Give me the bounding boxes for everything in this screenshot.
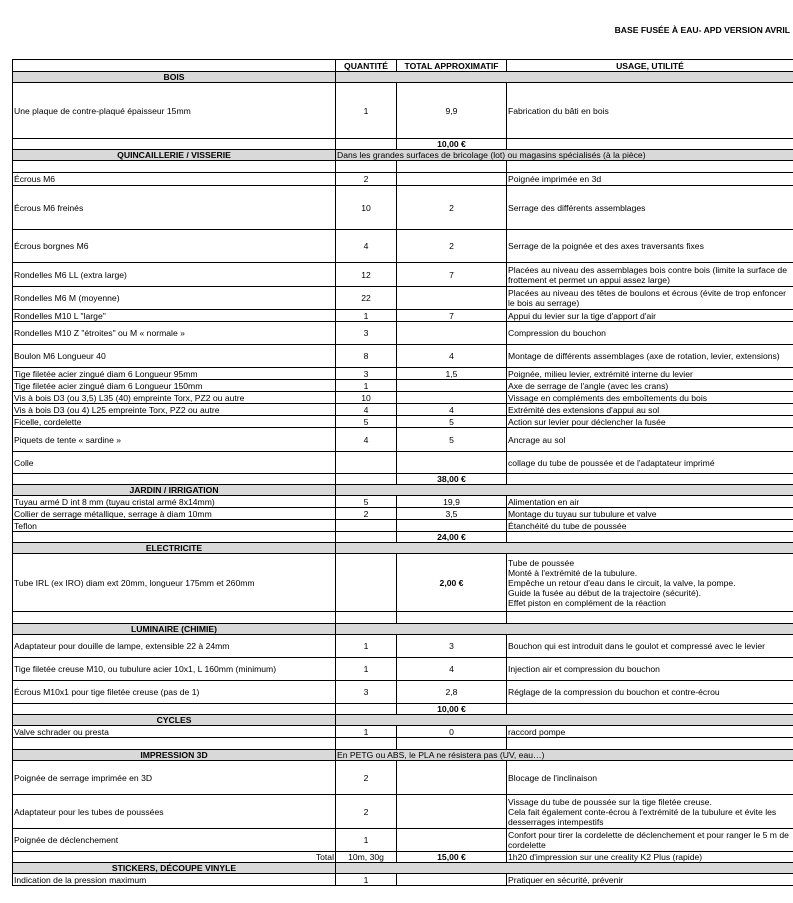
table-row (13, 380, 793, 392)
table-row (13, 404, 793, 416)
section-note: En PETG ou ABS, le PLA ne résistera pas (UV, eau…) (336, 750, 793, 761)
table-row (13, 658, 793, 681)
price-cell: 15,00 € (397, 852, 507, 863)
item-cell: Teflon (13, 520, 336, 532)
section-note (336, 485, 793, 496)
subtotal-row (13, 852, 793, 863)
usage-cell: Fabrication du bâti en bois (507, 83, 793, 139)
table-row (13, 287, 793, 310)
quantity-cell (336, 554, 397, 612)
table-row (13, 795, 793, 829)
section-note: Dans les grandes surfaces de bricolage (lot) ou magasins spécialisés (à la pièce) (336, 150, 793, 161)
item-cell: Ficelle, cordelette (13, 416, 336, 428)
table-row (13, 186, 793, 230)
table-row (13, 726, 793, 738)
quantity-cell (336, 452, 397, 474)
header-quantity: QUANTITÉ (336, 60, 397, 72)
quantity-cell: 2 (336, 795, 397, 829)
usage-cell: Serrage des différents assemblages (507, 186, 793, 230)
item-cell (13, 161, 336, 173)
price-cell: 9,9 (397, 83, 507, 139)
section-name: JARDIN / IRRIGATION (13, 485, 336, 496)
price-cell: 1,5 (397, 368, 507, 380)
price-cell (397, 874, 507, 886)
usage-cell: Montage du tuyau sur tubulure et valve (507, 508, 793, 520)
quantity-cell (336, 738, 397, 750)
section-header-row (13, 750, 793, 761)
item-cell: Rondelles M6 LL (extra large) (13, 263, 336, 287)
usage-cell: Étanchéité du tube de poussée (507, 520, 793, 532)
usage-cell: Confort pour tirer la cordelette de déclenchement et pour ranger le 5 m de cordelette (507, 829, 793, 852)
item-cell (13, 738, 336, 750)
item-cell: Adaptateur pour les tubes de poussées (13, 795, 336, 829)
price-cell (397, 392, 507, 404)
usage-cell: Montage de différents assemblages (axe de rotation, levier, extensions) (507, 345, 793, 368)
item-cell (13, 474, 336, 485)
table-row (13, 635, 793, 658)
section-header-row (13, 150, 793, 161)
section-note (336, 72, 793, 83)
quantity-cell: 2 (336, 508, 397, 520)
item-cell: Écrous M10x1 pour tige filetée creuse (pas de 1) (13, 681, 336, 704)
document-title: BASE FUSÉE À EAU- APD VERSION AVRIL (614, 25, 790, 35)
usage-cell: Extrémité des extensions d'appui au sol (507, 404, 793, 416)
table-row (13, 368, 793, 380)
usage-cell (507, 532, 793, 543)
quantity-cell: 10 (336, 186, 397, 230)
usage-cell: Serrage de la poignée et des axes traversants fixes (507, 230, 793, 263)
item-cell: Boulon M6 Longueur 40 (13, 345, 336, 368)
price-cell (397, 612, 507, 624)
usage-cell: 1h20 d'impression sur une creality K2 Plus (rapide) (507, 852, 793, 863)
section-name: LUMINAIRE (CHIMIE) (13, 624, 336, 635)
price-cell (397, 452, 507, 474)
table-row (13, 738, 793, 750)
item-cell: Rondelles M10 L "large" (13, 310, 336, 322)
price-cell: 4 (397, 404, 507, 416)
subtotal-row (13, 532, 793, 543)
table-row (13, 392, 793, 404)
table-row (13, 874, 793, 886)
usage-cell: Alimentation en air (507, 496, 793, 508)
table-row (13, 428, 793, 452)
usage-cell (507, 474, 793, 485)
table-row (13, 829, 793, 852)
table-row (13, 520, 793, 532)
quantity-cell (336, 520, 397, 532)
usage-cell: Poignée, milieu levier, extrémité interne du levier (507, 368, 793, 380)
item-cell: Écrous M6 freinés (13, 186, 336, 230)
section-note (336, 863, 793, 874)
item-cell: Adaptateur pour douille de lampe, extensible 22 à 24mm (13, 635, 336, 658)
item-cell: Écrous M6 (13, 173, 336, 186)
item-cell: Tuyau armé D int 8 mm (tuyau cristal armé 8x14mm) (13, 496, 336, 508)
quantity-cell: 1 (336, 829, 397, 852)
subtotal-row (13, 139, 793, 150)
quantity-cell: 4 (336, 428, 397, 452)
usage-cell: Action sur levier pour déclencher la fusée (507, 416, 793, 428)
section-note (336, 715, 793, 726)
section-name: STICKERS, DÉCOUPE VINYLE (13, 863, 336, 874)
quantity-cell (336, 139, 397, 150)
price-cell: 0 (397, 726, 507, 738)
quantity-cell: 2 (336, 761, 397, 795)
table-row (13, 496, 793, 508)
quantity-cell: 1 (336, 310, 397, 322)
quantity-cell: 22 (336, 287, 397, 310)
item-cell: Tige filetée creuse M10, ou tubulure acier 10x1, L 160mm (minimum) (13, 658, 336, 681)
price-cell: 3 (397, 635, 507, 658)
item-cell: Indication de la pression maximum (13, 874, 336, 886)
item-cell: Tube IRL (ex IRO) diam ext 20mm, longueur 175mm et 260mm (13, 554, 336, 612)
usage-cell: Appui du levier sur la tige d'apport d'air (507, 310, 793, 322)
header-item (13, 60, 336, 72)
quantity-cell: 8 (336, 345, 397, 368)
section-header-row (13, 863, 793, 874)
item-cell: Une plaque de contre-plaqué épaisseur 15mm (13, 83, 336, 139)
header-usage: USAGE, UTILITÉ (507, 60, 793, 72)
usage-cell: Réglage de la compression du bouchon et contre-écrou (507, 681, 793, 704)
usage-cell (507, 139, 793, 150)
header-total: TOTAL APPROXIMATIF (397, 60, 507, 72)
quantity-cell: 5 (336, 496, 397, 508)
usage-cell: collage du tube de poussée et de l'adaptateur imprimé (507, 452, 793, 474)
subtotal-row (13, 474, 793, 485)
usage-cell: Poignée imprimée en 3d (507, 173, 793, 186)
item-cell: Poignée de serrage imprimée en 3D (13, 761, 336, 795)
table-row (13, 761, 793, 795)
quantity-cell: 10 (336, 392, 397, 404)
usage-cell: Tube de poussée Monté à l'extrémité de la tubulure. Empêche un retour d'eau dans le circuit, la valve, la pompe. Guide la fusée au début de la trajectoire (sécurité). Effet piston en complément de la réaction (507, 554, 793, 612)
price-cell: 2,8 (397, 681, 507, 704)
price-cell (397, 161, 507, 173)
price-cell (397, 322, 507, 345)
price-cell: 2 (397, 230, 507, 263)
quantity-cell: 4 (336, 230, 397, 263)
quantity-cell: 3 (336, 681, 397, 704)
item-cell (13, 612, 336, 624)
table-row (13, 310, 793, 322)
quantity-cell: 1 (336, 83, 397, 139)
item-cell: Poignée de déclenchement (13, 829, 336, 852)
price-cell (397, 287, 507, 310)
quantity-cell: 1 (336, 726, 397, 738)
subtotal-row (13, 704, 793, 715)
table-row (13, 508, 793, 520)
table-row (13, 83, 793, 139)
price-cell: 24,00 € (397, 532, 507, 543)
price-cell (397, 380, 507, 392)
quantity-cell: 12 (336, 263, 397, 287)
usage-cell: raccord pompe (507, 726, 793, 738)
usage-cell: Ancrage au sol (507, 428, 793, 452)
section-header-row (13, 543, 793, 554)
price-cell: 7 (397, 310, 507, 322)
quantity-cell: 3 (336, 368, 397, 380)
item-cell: Rondelles M6 M (moyenne) (13, 287, 336, 310)
price-cell: 10,00 € (397, 704, 507, 715)
table-row (13, 416, 793, 428)
price-cell: 38,00 € (397, 474, 507, 485)
item-cell: Rondelles M10 Z "étroites" ou M « normale » (13, 322, 336, 345)
item-cell (13, 139, 336, 150)
section-name: IMPRESSION 3D (13, 750, 336, 761)
quantity-cell: 10m, 30g (336, 852, 397, 863)
price-cell: 4 (397, 345, 507, 368)
quantity-cell: 1 (336, 874, 397, 886)
quantity-cell: 2 (336, 173, 397, 186)
quantity-cell: 5 (336, 416, 397, 428)
section-name: CYCLES (13, 715, 336, 726)
quantity-cell: 1 (336, 635, 397, 658)
price-cell: 7 (397, 263, 507, 287)
section-name: QUINCAILLERIE / VISSERIE (13, 150, 336, 161)
usage-cell: Vissage en compléments des emboîtements du bois (507, 392, 793, 404)
item-cell (13, 532, 336, 543)
usage-cell: Injection air et compression du bouchon (507, 658, 793, 681)
price-cell (397, 761, 507, 795)
price-cell: 19,9 (397, 496, 507, 508)
quantity-cell (336, 161, 397, 173)
usage-cell: Placées au niveau des assemblages bois contre bois (limite la surface de frottement et permet un appui assez large) (507, 263, 793, 287)
section-note (336, 543, 793, 554)
section-header-row (13, 72, 793, 83)
usage-cell: Pratiquer en sécurité, prévenir (507, 874, 793, 886)
price-cell: 4 (397, 658, 507, 681)
price-cell: 5 (397, 428, 507, 452)
table-row (13, 263, 793, 287)
section-name: BOIS (13, 72, 336, 83)
item-cell: Valve schrader ou presta (13, 726, 336, 738)
price-cell: 3,5 (397, 508, 507, 520)
item-cell: Vis à bois D3 (ou 3,5) L35 (40) empreinte Torx, PZ2 ou autre (13, 392, 336, 404)
section-header-row (13, 715, 793, 726)
usage-cell: Axe de serrage de l'angle (avec les crans) (507, 380, 793, 392)
price-cell: 2 (397, 186, 507, 230)
quantity-cell (336, 612, 397, 624)
quantity-cell: 4 (336, 404, 397, 416)
item-cell: Tige filetée acier zingué diam 6 Longueur 150mm (13, 380, 336, 392)
bill-of-materials-table (12, 59, 793, 886)
price-cell (397, 795, 507, 829)
table-row (13, 554, 793, 612)
usage-cell (507, 612, 793, 624)
usage-cell (507, 738, 793, 750)
item-cell: Total (13, 852, 336, 863)
usage-cell (507, 704, 793, 715)
usage-cell: Vissage du tube de poussée sur la tige filetée creuse. Cela fait également conte-écrou à l'extrémité de la tubulure et évite les desserrages intempestifs (507, 795, 793, 829)
price-cell (397, 829, 507, 852)
usage-cell: Placées au niveau des têtes de boulons et écrous (évite de trop enfoncer le bois au serrage) (507, 287, 793, 310)
item-cell: Piquets de tente « sardine » (13, 428, 336, 452)
quantity-cell (336, 474, 397, 485)
item-cell: Écrous borgnes M6 (13, 230, 336, 263)
quantity-cell: 3 (336, 322, 397, 345)
table-row (13, 173, 793, 186)
usage-cell: Compression du bouchon (507, 322, 793, 345)
table-row (13, 452, 793, 474)
item-cell (13, 704, 336, 715)
table-row (13, 230, 793, 263)
usage-cell (507, 161, 793, 173)
price-cell (397, 520, 507, 532)
price-cell (397, 738, 507, 750)
table-row (13, 322, 793, 345)
table-row (13, 681, 793, 704)
item-cell: Tige filetée acier zingué diam 6 Longueur 95mm (13, 368, 336, 380)
quantity-cell: 1 (336, 380, 397, 392)
price-cell: 2,00 € (397, 554, 507, 612)
usage-cell: Blocage de l'inclinaison (507, 761, 793, 795)
section-header-row (13, 624, 793, 635)
price-cell: 10,00 € (397, 139, 507, 150)
quantity-cell (336, 532, 397, 543)
price-cell (397, 173, 507, 186)
table-row (13, 345, 793, 368)
quantity-cell (336, 704, 397, 715)
item-cell: Collier de serrage métallique, serrage à diam 10mm (13, 508, 336, 520)
quantity-cell: 1 (336, 658, 397, 681)
section-header-row (13, 485, 793, 496)
table-row (13, 612, 793, 624)
table-row (13, 161, 793, 173)
usage-cell: Bouchon qui est introduit dans le goulot et compressé avec le levier (507, 635, 793, 658)
item-cell: Colle (13, 452, 336, 474)
header-row (13, 60, 793, 72)
section-name: ELECTRICITE (13, 543, 336, 554)
item-cell: Vis à bois D3 (ou 4) L25 empreinte Torx, PZ2 ou autre (13, 404, 336, 416)
price-cell: 5 (397, 416, 507, 428)
section-note (336, 624, 793, 635)
